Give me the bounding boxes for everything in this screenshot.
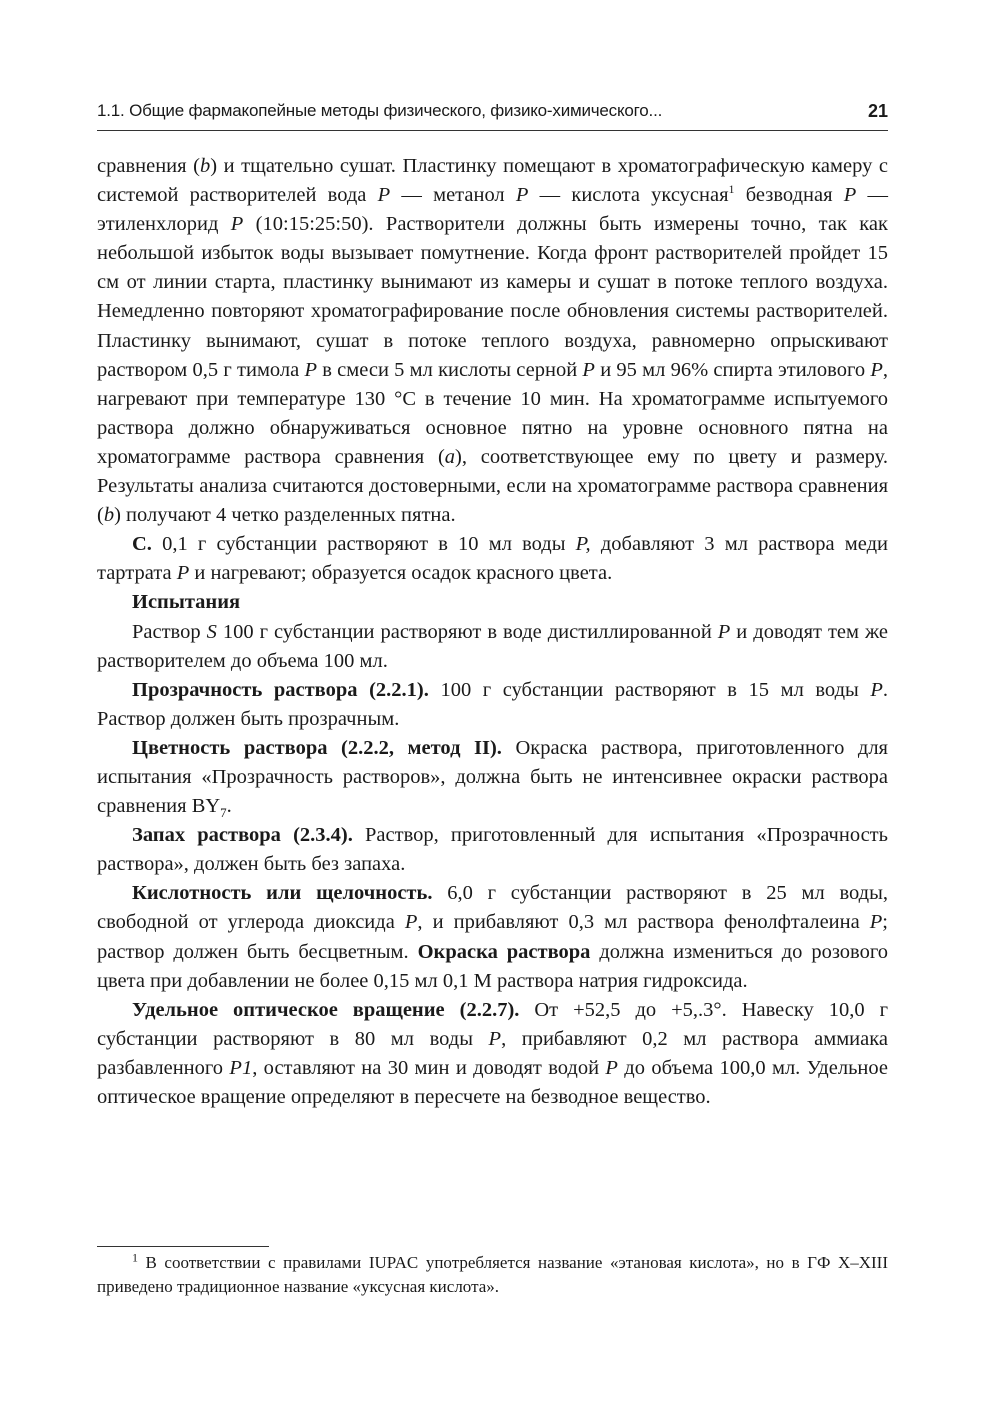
paragraph-color: Цветность раствора (2.2.2, метод II). Окраска раствора, приготовленного для испытания «Прозрачность растворов», должна быть не интенсивнее окраски раствора сравнения $BY_7$.: [97, 736, 888, 821]
clarity-label: Прозрачность раствора (2.2.1).: [132, 678, 429, 701]
paragraph-clarity: Прозрачность раствора (2.2.1). 100 г субстанции растворяют в 15 мл воды P. Раствор должен быть прозрачным.: [97, 678, 888, 730]
footnote-reference: 1: [728, 182, 735, 197]
paragraph-acidity: Кислотность или щелочность. 6,0 г субстанции растворяют в 25 мл воды, свободной от углерода диоксида P, и прибавляют 0,3 мл раствора фенолфталеина P; раствор должен быть бесцветным. Окраска раствора должна измениться до розового цвета при добавлении не более 0,15 мл 0,1 М раствора натрия гидроксида.: [97, 882, 888, 992]
paragraph-rotation: Удельное оптическое вращение (2.2.7). От +52,5 до +5,.3°. Навеску 10,0 г субстанции растворяют в 80 мл воды P, прибавляют 0,2 мл раствора аммиака разбавленного P1, оставляют на 30 мин и доводят водой P до объема 100,0 мл. Удельное оптическое вращение определяют в пересчете на безводное вещество.: [97, 998, 889, 1108]
page-number: 21: [867, 101, 888, 121]
rotation-label: Удельное оптическое вращение (2.2.7).: [132, 998, 520, 1021]
running-header: [97, 101, 888, 125]
header-rule: [97, 130, 888, 131]
footnote-marker: 1: [132, 1250, 138, 1265]
running-header-title: 1.1. Общие фармакопейные методы физического, физико-химического...: [97, 101, 663, 120]
paragraph-solution-s: Раствор S 100 г субстанции растворяют в воде дистиллированной P и доводят тем же растворителем до объема 100 мл.: [97, 620, 888, 672]
footnote-text: В соответствии с правилами IUPAC употребляется название «этановая кислота», но в ГФ Х–XIII приведено традиционное название «уксусная кислота».: [97, 1253, 888, 1296]
paragraph-intro: сравнения (b) и тщательно сушат. Пластинку помещают в хроматографическую камеру с системой растворителей вода P — метанол P — кислота уксусная$^1$ безводная P — этиленхлорид P (10:15:25:50). Растворители должны быть измерены точно, так как небольшой избыток воды вызывает помутнение. Когда фронт растворителей пройдет 15 см от линии старта, пластинку вынимают из камеры и сушат в потоке теплого воздуха. Немедленно повторяют хроматографирование после обновления системы растворителей. Пластинку вынимают, сушат в потоке теплого воздуха, равномерно опрыскивают раствором 0,5 г тимола P в смеси 5 мл кислоты серной P и 95 мл 96% спирта этилового P, нагревают при температуре 130 °С в течение 10 мин. На хроматограмме испытуемого раствора должно обнаруживаться основное пятно на уровне основного пятна на хроматограмме раствора сравнения (a), соответствующее ему по цвету и размеру. Результаты анализа считаются достоверными, если на хроматограмме раствора сравнения (b) получают 4 четко разделенных пятна.: [97, 155, 888, 527]
color-label: Цветность раствора (2.2.2, метод II).: [132, 736, 502, 759]
paragraph-test-c: С. 0,1 г субстанции растворяют в 10 мл воды P, добавляют 3 мл раствора меди тартрата P и нагревают; образуется осадок красного цвета.: [97, 533, 888, 585]
test-c-label: С.: [132, 533, 152, 556]
odor-label: Запах раствора (2.3.4).: [132, 824, 353, 847]
footnote-rule: [97, 1246, 269, 1247]
paragraph-odor: Запах раствора (2.3.4). Раствор, приготовленный для испытания «Прозрачность раствора», должен быть без запаха.: [97, 824, 888, 876]
footnote: [97, 1251, 888, 1299]
acidity-label: Кислотность или щелочность.: [132, 882, 433, 905]
page-body: [97, 152, 888, 1112]
section-heading-tests: Испытания: [132, 591, 241, 614]
